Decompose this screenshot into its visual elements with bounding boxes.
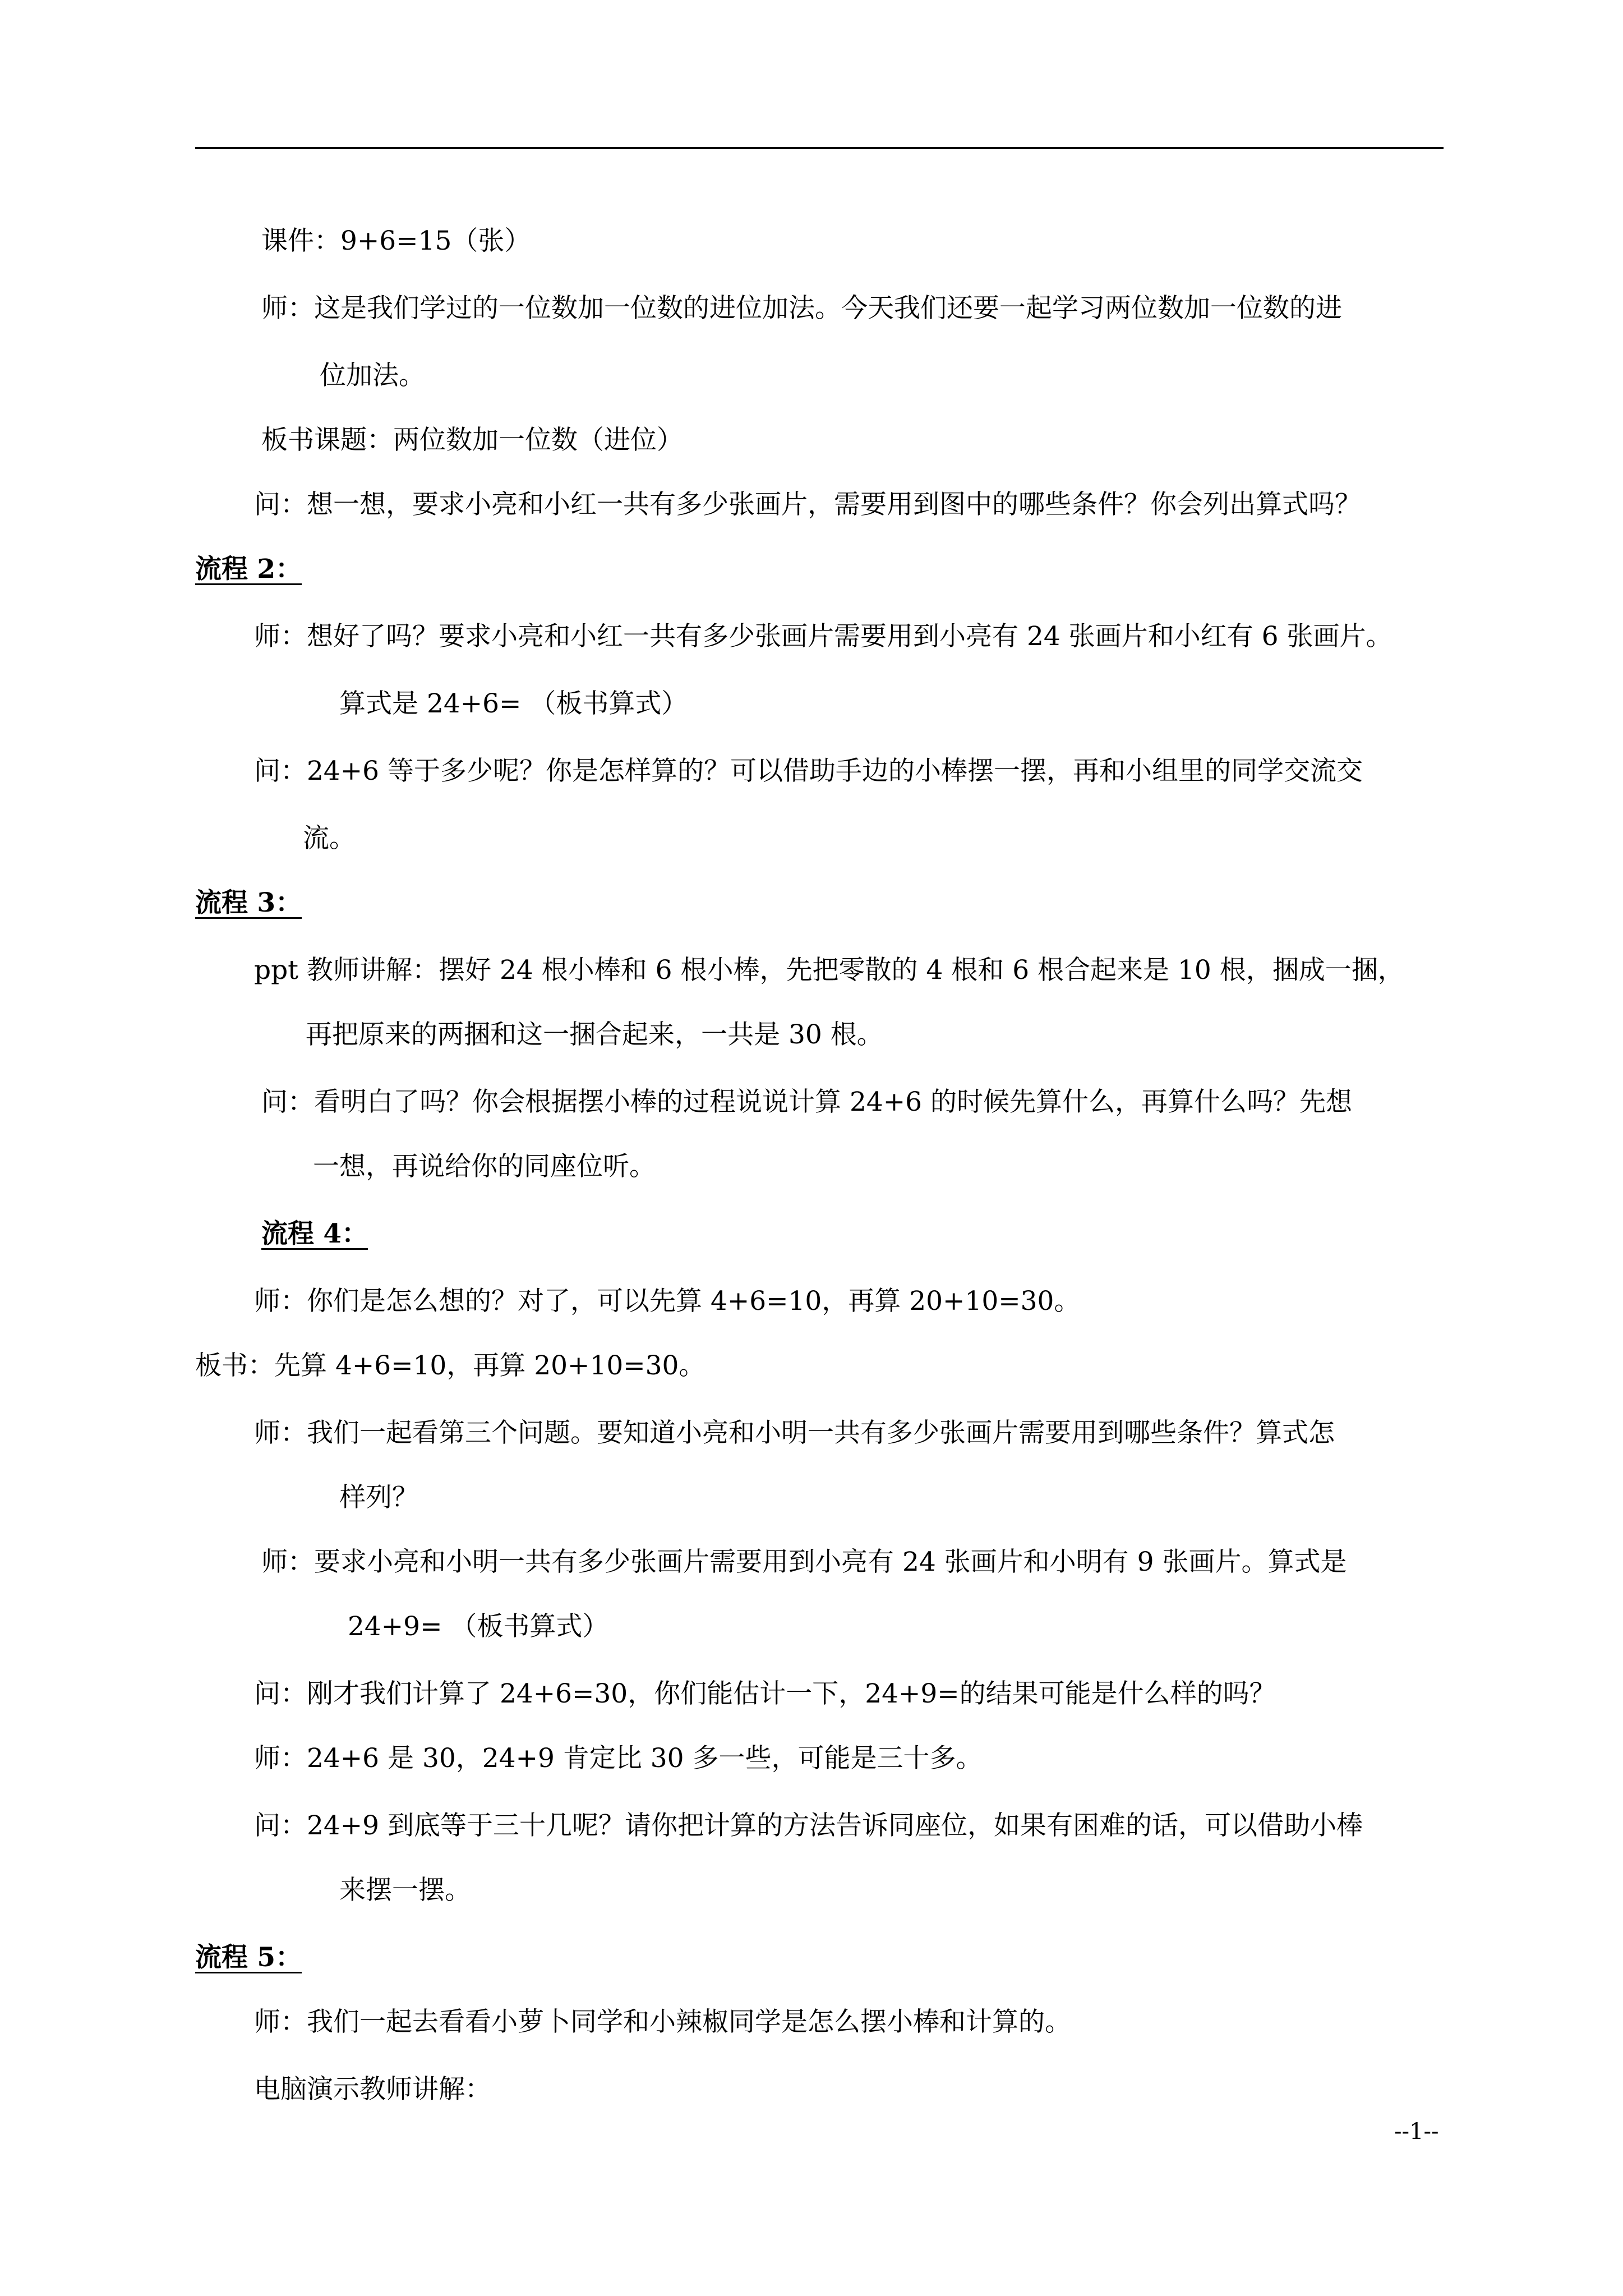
section-heading-4: 流程 4： — [261, 1218, 368, 1249]
page-number: --1-- — [1394, 2119, 1439, 2145]
question-24-plus-9-line-2: 来摆一摆。 — [339, 1875, 471, 1906]
board-title: 板书课题：两位数加一位数（进位） — [261, 425, 683, 455]
teacher-method: 师：你们是怎么想的？对了，可以先算 4+6=10，再算 20+10=30。 — [254, 1286, 1081, 1317]
header-rule — [195, 147, 1444, 149]
question-24-plus-9-line-1: 问：24+9 到底等于三十几呢？请你把计算的方法告诉同座位，如果有困难的话，可以借助小棒 — [254, 1810, 1363, 1841]
teacher-third-question-line-2: 样列？ — [339, 1482, 418, 1513]
computer-demo-label: 电脑演示教师讲解： — [254, 2074, 491, 2105]
ppt-explanation-line-1: ppt 教师讲解：摆好 24 根小棒和 6 根小棒，先把零散的 4 根和 6 根合起来是 10 根，捆成一捆， — [254, 955, 1404, 986]
teacher-intro-line-2: 位加法。 — [320, 360, 425, 391]
question-estimate: 问：刚才我们计算了 24+6=30，你们能估计一下，24+9=的结果可能是什么样的吗？ — [254, 1678, 1276, 1709]
courseware-equation: 课件：9+6=15（张） — [261, 226, 531, 256]
teacher-demo-intro: 师：我们一起去看看小萝卜同学和小辣椒同学是怎么摆小棒和计算的。 — [254, 2007, 1071, 2037]
teacher-conditions-line-2: 24+9= （板书算式） — [348, 1611, 609, 1642]
teacher-intro-line-1: 师：这是我们学过的一位数加一位数的进位加法。今天我们还要一起学习两位数加一位数的进 — [261, 293, 1342, 324]
section-heading-2: 流程 2： — [195, 554, 302, 585]
question-process-line-1: 问：看明白了吗？你会根据摆小棒的过程说说计算 24+6 的时候先算什么，再算什么吗？先想 — [261, 1087, 1352, 1117]
teacher-conditions-line-1: 师：要求小亮和小明一共有多少张画片需要用到小亮有 24 张画片和小明有 9 张画片。算式是 — [261, 1547, 1347, 1577]
teacher-estimate: 师：24+6 是 30，24+9 肯定比 30 多一些，可能是三十多。 — [254, 1743, 983, 1774]
section-heading-3: 流程 3： — [195, 887, 302, 918]
section-heading-5: 流程 5： — [195, 1942, 302, 1973]
question-process-line-2: 一想，再说给你的同座位听。 — [313, 1151, 656, 1182]
teacher-answer-line-2: 算式是 24+6= （板书算式） — [339, 688, 688, 719]
teacher-answer-line-1: 师：想好了吗？要求小亮和小红一共有多少张画片需要用到小亮有 24 张画片和小红有 6 张画片。 — [254, 621, 1393, 652]
question-conditions: 问：想一想，要求小亮和小红一共有多少张画片，需要用到图中的哪些条件？你会列出算式吗？ — [254, 489, 1361, 520]
board-method: 板书：先算 4+6=10，再算 20+10=30。 — [195, 1350, 706, 1381]
teacher-third-question-line-1: 师：我们一起看第三个问题。要知道小亮和小明一共有多少张画片需要用到哪些条件？算式怎 — [254, 1418, 1335, 1448]
question-24-plus-6-line-2: 流。 — [303, 823, 356, 854]
question-24-plus-6-line-1: 问：24+6 等于多少呢？你是怎样算的？可以借助手边的小棒摆一摆，再和小组里的同学交流交 — [254, 756, 1363, 786]
ppt-explanation-line-2: 再把原来的两捆和这一捆合起来，一共是 30 根。 — [306, 1019, 883, 1050]
